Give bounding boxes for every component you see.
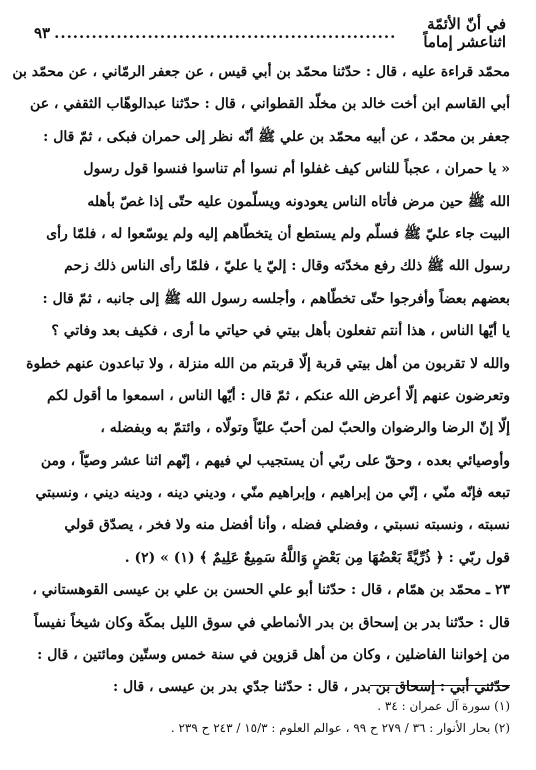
text-line: حدّثني أبي : إسحاق بن بدر ، قال : حدّثنا جدّي بدر بن عيسى ، قال :: [112, 679, 510, 696]
text-line: بعضهم بعضاً وأفرجوا حتّى تخطّاهم ، وأجلسه رسول الله ﷺ إلى جانبه ، ثمّ قال :: [42, 290, 510, 307]
text-line: أبي القاسم ابن أخت خالد بن مخلّد القطواني ، قال : حدّثنا عبدالوهّاب الثقفي ، عن: [30, 96, 510, 113]
text-line: محمّد قراءة عليه ، قال : حدّثنا محمّد بن أبي قيس ، عن جعفر الرمّاني ، عن محمّد بن: [12, 64, 510, 80]
text-line: وأوصيائي بعده ، وحقّ على ربّي أن يستجيب لي فيهم ، إنّهم اثنا عشر وصيّاً ، ومن: [40, 452, 510, 469]
text-line: إلّا إنّ الرضا والرضوان والحبّ لمن أحبّ عليّاً وتولّاه ، وائتمّ به وبفضله ،: [100, 420, 510, 437]
footnote: (٢) بحار الأنوار : ٣٦ / ٢٧٩ ح ٩٩ ، عوالم العلوم : ١٥/٣ / ٢٤٣ ح ٢٣٩ .: [170, 721, 510, 735]
footnotes: [30, 695, 510, 739]
text-line: جعفر بن محمّد ، عن أبيه محمّد بن علي ﷺ أنّه نظر إلى حمران فبكى ، ثمّ قال :: [43, 128, 510, 145]
text-line: من إخواننا الفاضلين ، وكان من أهل قزوين في سنة خمس وستّين ومائتين ، قال :: [37, 647, 510, 664]
header-leader-dots: .......................................................: [54, 24, 397, 42]
page-number: ٩٣: [34, 24, 51, 42]
text-line: قول ربّي : ﴿ ذُرِّيَّةً بَعْضُهَا مِن بَعْضٍ وَاللَّهُ سَمِيعٌ عَلِيمٌ ﴾ (١) » (٢) .: [124, 549, 510, 566]
text-line: وتعرضون عنهم إلّا أعرض الله عنكم ، ثمّ قال : أيّها الناس ، اسمعوا ما أقول لكم: [46, 387, 510, 404]
text-line: « يا حمران ، عجباً للناس كيف غفلوا أم نسوا أم تناسوا فنسوا قول رسول: [83, 161, 510, 178]
text-line: نسبته ، ونسبته نسبتي ، وفضلي فضله ، وأنا أفضل منه ولا فخر ، يصدّق قولي: [64, 517, 510, 534]
text-line: ٢٣ ـ محمّد بن همّام ، قال : حدّثنا أبو علي الحسن بن علي بن عيسى القوهستاني ،: [32, 582, 510, 599]
text-line: تبعه فإنّه منّي ، إنّي من إبراهيم ، وإبراهيم منّي ، وديني دينه ، ودينه ديني ، ونسبتي: [35, 485, 510, 502]
body-text: [12, 56, 510, 704]
running-header: [34, 15, 506, 51]
text-line: رسول الله ﷺ ذلك رفع مخدّته وقال : إليّ يا عليّ ، فلمّا رأى الناس ذلك زحم: [64, 258, 510, 275]
text-line: يا أيّها الناس ، هذا أنتم تفعلون بأهل بيتي في حياتي ما أرى ، فكيف بعد وفاتي ؟: [51, 323, 510, 340]
text-line: والله لا تقربون من أهل بيتي قربة إلّا قربتم من الله منزلة ، ولا تباعدون عنهم خطوة: [26, 355, 510, 372]
text-line: الله ﷺ حين مرض فأتاه الناس يعودونه ويسلّمون عليه حتّى إذا غصّ بأهله: [87, 193, 510, 210]
text-line: قال : حدّثنا بدر بن إسحاق بن بدر الأنماطي في سوق الليل بمكّة وكان شيخاً نفيساً: [34, 614, 510, 631]
header-title: في أنّ الأئمّة اثناعشر إماماً: [423, 15, 506, 51]
text-line: البيت جاء عليّ ﷺ فسلّم ولم يستطع أن يتخطّاهم إليه ولم يوسّعوا له ، فلمّا رأى: [46, 225, 510, 242]
footnote: (١) سورة آل عمران : ٣٤ .: [377, 699, 510, 713]
footnote-divider: [370, 685, 510, 686]
